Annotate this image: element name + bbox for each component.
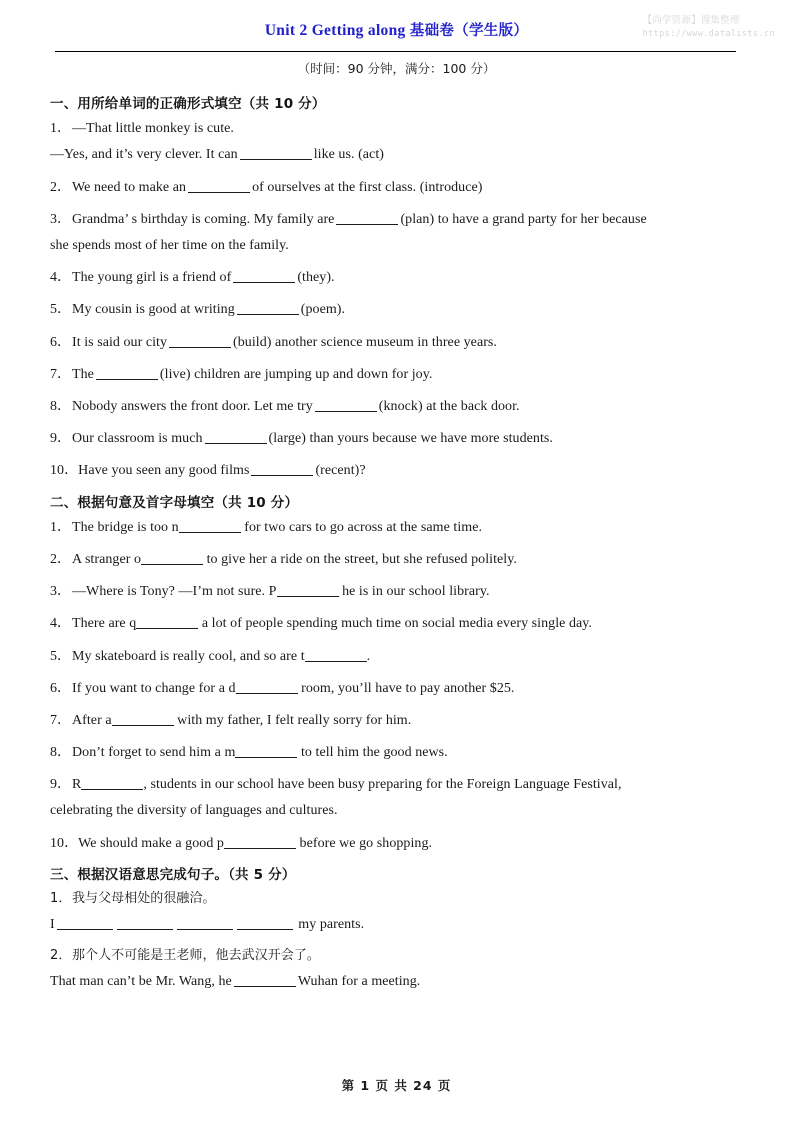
question-text-post: (they). [297,270,335,286]
question-item [50,914,745,936]
question-item [50,833,745,855]
answer-blank[interactable] [81,789,143,790]
question-item [50,517,745,539]
question-number: 7． [50,366,72,382]
question-text-post: he is in our school library. [342,584,490,600]
question-item [50,209,745,231]
section-heading-1: 一、用所给单词的正确形式填空（共 10 分） [50,96,326,112]
question-item [50,613,745,635]
question-item [50,971,745,993]
question-number: 2． [50,551,72,567]
question-item [50,396,745,418]
question-item [50,267,745,289]
answer-blank[interactable] [179,532,241,533]
question-item [50,235,745,257]
question-text-post: a lot of people spending much time on social media every single day. [201,616,592,632]
section-heading-2: 二、根据句意及首字母填空（共 10 分） [50,494,299,511]
question-text-pre: That man can’t be Mr. Wang, he [50,973,232,989]
question-number: 5． [50,648,72,664]
answer-blank[interactable] [57,929,113,930]
question-text-pre: There are q [72,616,137,632]
question-number: 4． [50,270,72,286]
section-heading-3: 三、根据汉语意思完成句子。（共 5 分） [50,866,296,883]
answer-blank[interactable] [188,192,250,193]
question-item [50,646,745,668]
answer-blank[interactable] [112,725,174,726]
question-text-pre: The young girl is a friend of [72,270,232,286]
question-text-pre: My cousin is good at writing [72,302,235,318]
question-text-post: (live) children are jumping up and down for joy. [159,366,433,382]
question-number: 10． [50,463,79,479]
question-text-post: (recent)? [315,463,366,479]
question-text-pre: The bridge is too n [72,519,179,535]
question-item [50,364,745,386]
question-number: 2． [50,179,72,195]
question-text-pre: My skateboard is really cool, and so are t [72,648,305,664]
question-text-pre: celebrating the diversity of languages and cultures. [50,803,338,819]
question-number: 3． [50,584,72,600]
question-text-pre: The [72,366,94,382]
answer-blank[interactable] [177,929,233,930]
question-text-post: , students in our school have been busy preparing for the Foreign Language Festival, [143,777,622,793]
question-text-pre: —That little monkey is cute. [72,121,234,137]
page-footer: 第 1 页 共 24 页 [341,1078,452,1093]
question-text-post: to tell him the good news. [300,745,448,761]
question-text-pre: We need to make an [72,179,187,195]
question-text-pre: If you want to change for a d [72,680,236,696]
answer-blank[interactable] [236,693,298,694]
answer-blank[interactable] [305,661,367,662]
question-text-pre: It is said our city [72,334,168,350]
question-text-post: for two cars to go across at the same time. [244,519,483,535]
question-text-post: (poem). [300,302,346,318]
answer-blank[interactable] [205,443,267,444]
question-text-post: to give her a ride on the street, but she refused politely. [206,551,517,567]
question-text-post: my parents. [298,916,365,932]
question-text-post: . [366,648,371,664]
question-text-pre: —Where is Tony? —I’m not sure. P [72,584,277,600]
watermark-url: https://www.datalists.cn [642,28,775,39]
answer-blank[interactable] [233,282,295,283]
question-text-pre: —Yes, and it’s very clever. It can [50,147,238,163]
answer-blank[interactable] [117,929,173,930]
question-item [50,774,745,796]
question-item [50,118,745,140]
question-text-pre: 那个人不可能是王老师，他去武汉开会了。 [72,947,320,963]
question-item [50,332,745,354]
question-text-post: Wuhan for a meeting. [297,973,421,989]
page-title-chinese: 基础卷（学生版） [409,23,529,39]
answer-blank[interactable] [315,411,377,412]
answer-blank[interactable] [141,564,203,565]
question-text-post: of ourselves at the first class. (introduce) [252,179,483,195]
answer-blank[interactable] [336,224,398,225]
question-item [50,800,745,822]
question-number: 9． [50,777,72,793]
question-text-pre: Don’t forget to send him a m [72,745,236,761]
question-text-pre: Our classroom is much [72,431,203,447]
question-item [50,144,745,166]
answer-blank[interactable] [240,159,312,160]
answer-blank[interactable] [237,929,293,930]
question-item [50,581,745,603]
question-number: 8． [50,398,72,414]
question-text-pre: A stranger o [72,551,142,567]
answer-blank[interactable] [96,379,158,380]
question-text-post: before we go shopping. [299,835,433,851]
question-text-post: with my father, I felt really sorry for him. [177,712,412,728]
question-number: 2． [50,947,72,963]
header-divider [55,51,736,52]
answer-blank[interactable] [235,757,297,758]
exam-info: （时间：90 分钟，满分：100 分） [297,61,496,76]
question-text-pre: 我与父母相处的很融洽。 [72,891,216,907]
question-number: 6． [50,680,72,696]
question-item [50,742,745,764]
answer-blank[interactable] [224,848,296,849]
answer-blank[interactable] [169,347,231,348]
question-text-pre: I [50,916,55,932]
question-text-pre: Have you seen any good films [78,463,250,479]
question-number: 1． [50,891,72,907]
answer-blank[interactable] [251,475,313,476]
answer-blank[interactable] [237,314,299,315]
question-item [50,460,745,482]
question-text-post: (plan) to have a grand party for her because [400,211,647,227]
page-title [0,19,793,40]
question-text-pre: Grandma’ s birthday is coming. My family are [72,211,335,227]
question-text-pre: Nobody answers the front door. Let me try [72,398,313,414]
question-text-pre: We should make a good p [78,835,224,851]
question-item [50,299,745,321]
question-item [50,428,745,450]
question-text-post: (large) than yours because we have more students. [268,431,553,447]
question-item [50,710,745,732]
question-number: 6． [50,334,72,350]
question-item [50,549,745,571]
question-text-pre: R [72,777,82,793]
question-item [50,678,745,700]
question-number: 9． [50,431,72,447]
question-number: 1． [50,121,72,137]
question-text-pre: After a [72,712,112,728]
answer-blank[interactable] [136,628,198,629]
question-item [50,946,745,966]
watermark-source-label: 【尚学资源】搜集整理 [642,15,740,26]
question-number: 1． [50,519,72,535]
question-number: 3． [50,211,72,227]
exam-body [50,88,745,1003]
question-number: 10． [50,835,79,851]
question-item [50,177,745,199]
question-text-post: room, you’ll have to pay another $25. [301,680,515,696]
question-text-post: (knock) at the back door. [378,398,520,414]
answer-blank[interactable] [234,986,296,987]
question-text-post: like us. (act) [313,147,384,163]
question-number: 7． [50,712,72,728]
page-title-english: Unit 2 Getting along [264,22,406,39]
question-number: 8． [50,745,72,761]
question-number: 5． [50,302,72,318]
question-number: 4． [50,616,72,632]
question-text-post: (build) another science museum in three years. [233,334,497,350]
question-item [50,889,745,909]
question-text-pre: she spends most of her time on the family. [50,238,289,253]
answer-blank[interactable] [277,596,339,597]
